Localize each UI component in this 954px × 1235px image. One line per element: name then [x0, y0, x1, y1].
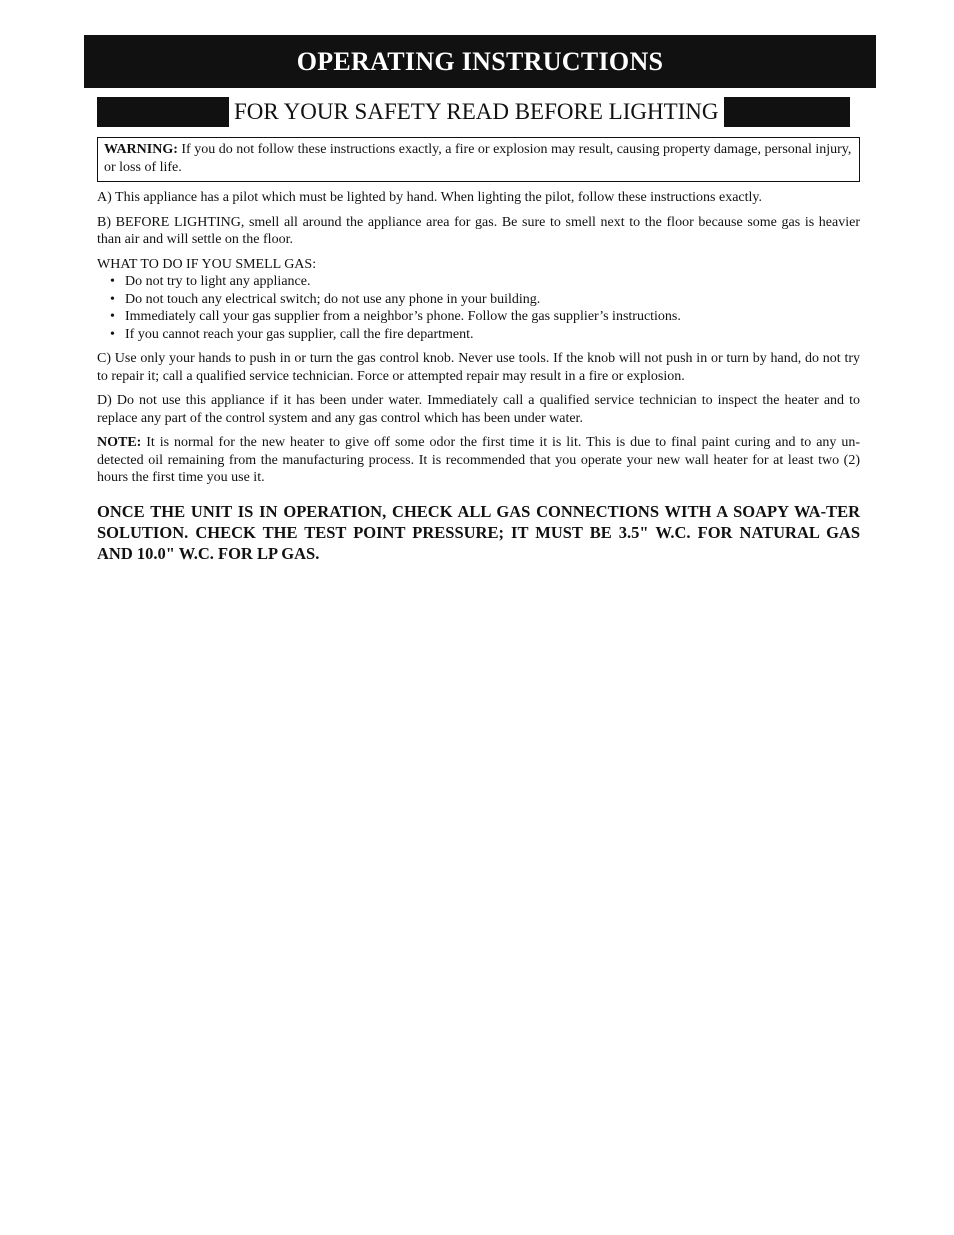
list-item	[97, 326, 860, 344]
page-title: OPERATING INSTRUCTIONS	[296, 46, 664, 76]
instructions-body	[97, 189, 860, 494]
smell-gas-heading: WHAT TO DO IF YOU SMELL GAS:	[97, 256, 317, 272]
safety-subtitle-row	[97, 97, 860, 127]
bullet-icon: •	[110, 326, 115, 342]
paragraph-a: A) This appliance has a pilot which must be lighted by hand. When lighting the pilot, follow these instructions exactly.	[97, 190, 763, 205]
bullet-icon: •	[110, 274, 115, 289]
final-notice: ONCE THE UNIT IS IN OPERATION, CHECK ALL GAS CONNECTIONS WITH A SOAPY WA-TER SOLUTION. CHECK THE TEST POINT PRESSURE; IT MUST BE 3.5" W.C. FOR NATURAL GAS AND 10.0" W.C. FOR LP GAS.	[97, 502, 860, 563]
list-item	[97, 308, 860, 326]
list-item-text: If you cannot reach your gas supplier, call the fire department.	[125, 326, 474, 342]
bullet-icon: •	[110, 291, 115, 307]
paragraph-d: D) Do not use this appliance if it has been under water. Immediately call a qualified service technician to inspect the heater and to replace any part of the control system and any gas control which has been under water.	[97, 393, 860, 426]
list-item	[97, 291, 860, 309]
subtitle-bar-right	[724, 97, 850, 127]
note-text: It is normal for the new heater to give off some odor the first time it is lit. This is due to final paint curing and to any un-detected oil remaining from the manufacturing process. It is recommended that you operate your new wall heater for at least two (2) hours the first time you use it.	[97, 435, 860, 485]
list-item	[97, 273, 860, 291]
title-banner	[84, 35, 876, 88]
warning-text: If you do not follow these instructions exactly, a fire or explosion may result, causing property damage, personal injury, or loss of life.	[104, 142, 852, 175]
paragraph-b: B) BEFORE LIGHTING, smell all around the appliance area for gas. Be sure to smell next to the floor because some gas is heavier than air and will settle on the floor.	[97, 214, 860, 247]
subtitle-bar-left	[97, 97, 229, 127]
warning-box	[97, 137, 860, 182]
note-paragraph	[97, 434, 860, 487]
list-item-text: Immediately call your gas supplier from a neighbor’s phone. Follow the gas supplier’s instructions.	[125, 309, 681, 324]
note-label: NOTE:	[97, 435, 142, 450]
smell-gas-list	[97, 273, 860, 343]
bullet-icon: •	[110, 309, 115, 324]
safety-subtitle: FOR YOUR SAFETY READ BEFORE LIGHTING	[234, 99, 719, 124]
list-item-text: Do not touch any electrical switch; do not use any phone in your building.	[125, 291, 541, 307]
paragraph-c: C) Use only your hands to push in or turn the gas control knob. Never use tools. If the knob will not push in or turn by hand, do not try to repair it; call a qualified service technician. Force or attempted repair may result in a fire or explosion.	[97, 351, 860, 384]
warning-label: WARNING:	[104, 142, 178, 157]
list-item-text: Do not try to light any appliance.	[125, 274, 311, 289]
